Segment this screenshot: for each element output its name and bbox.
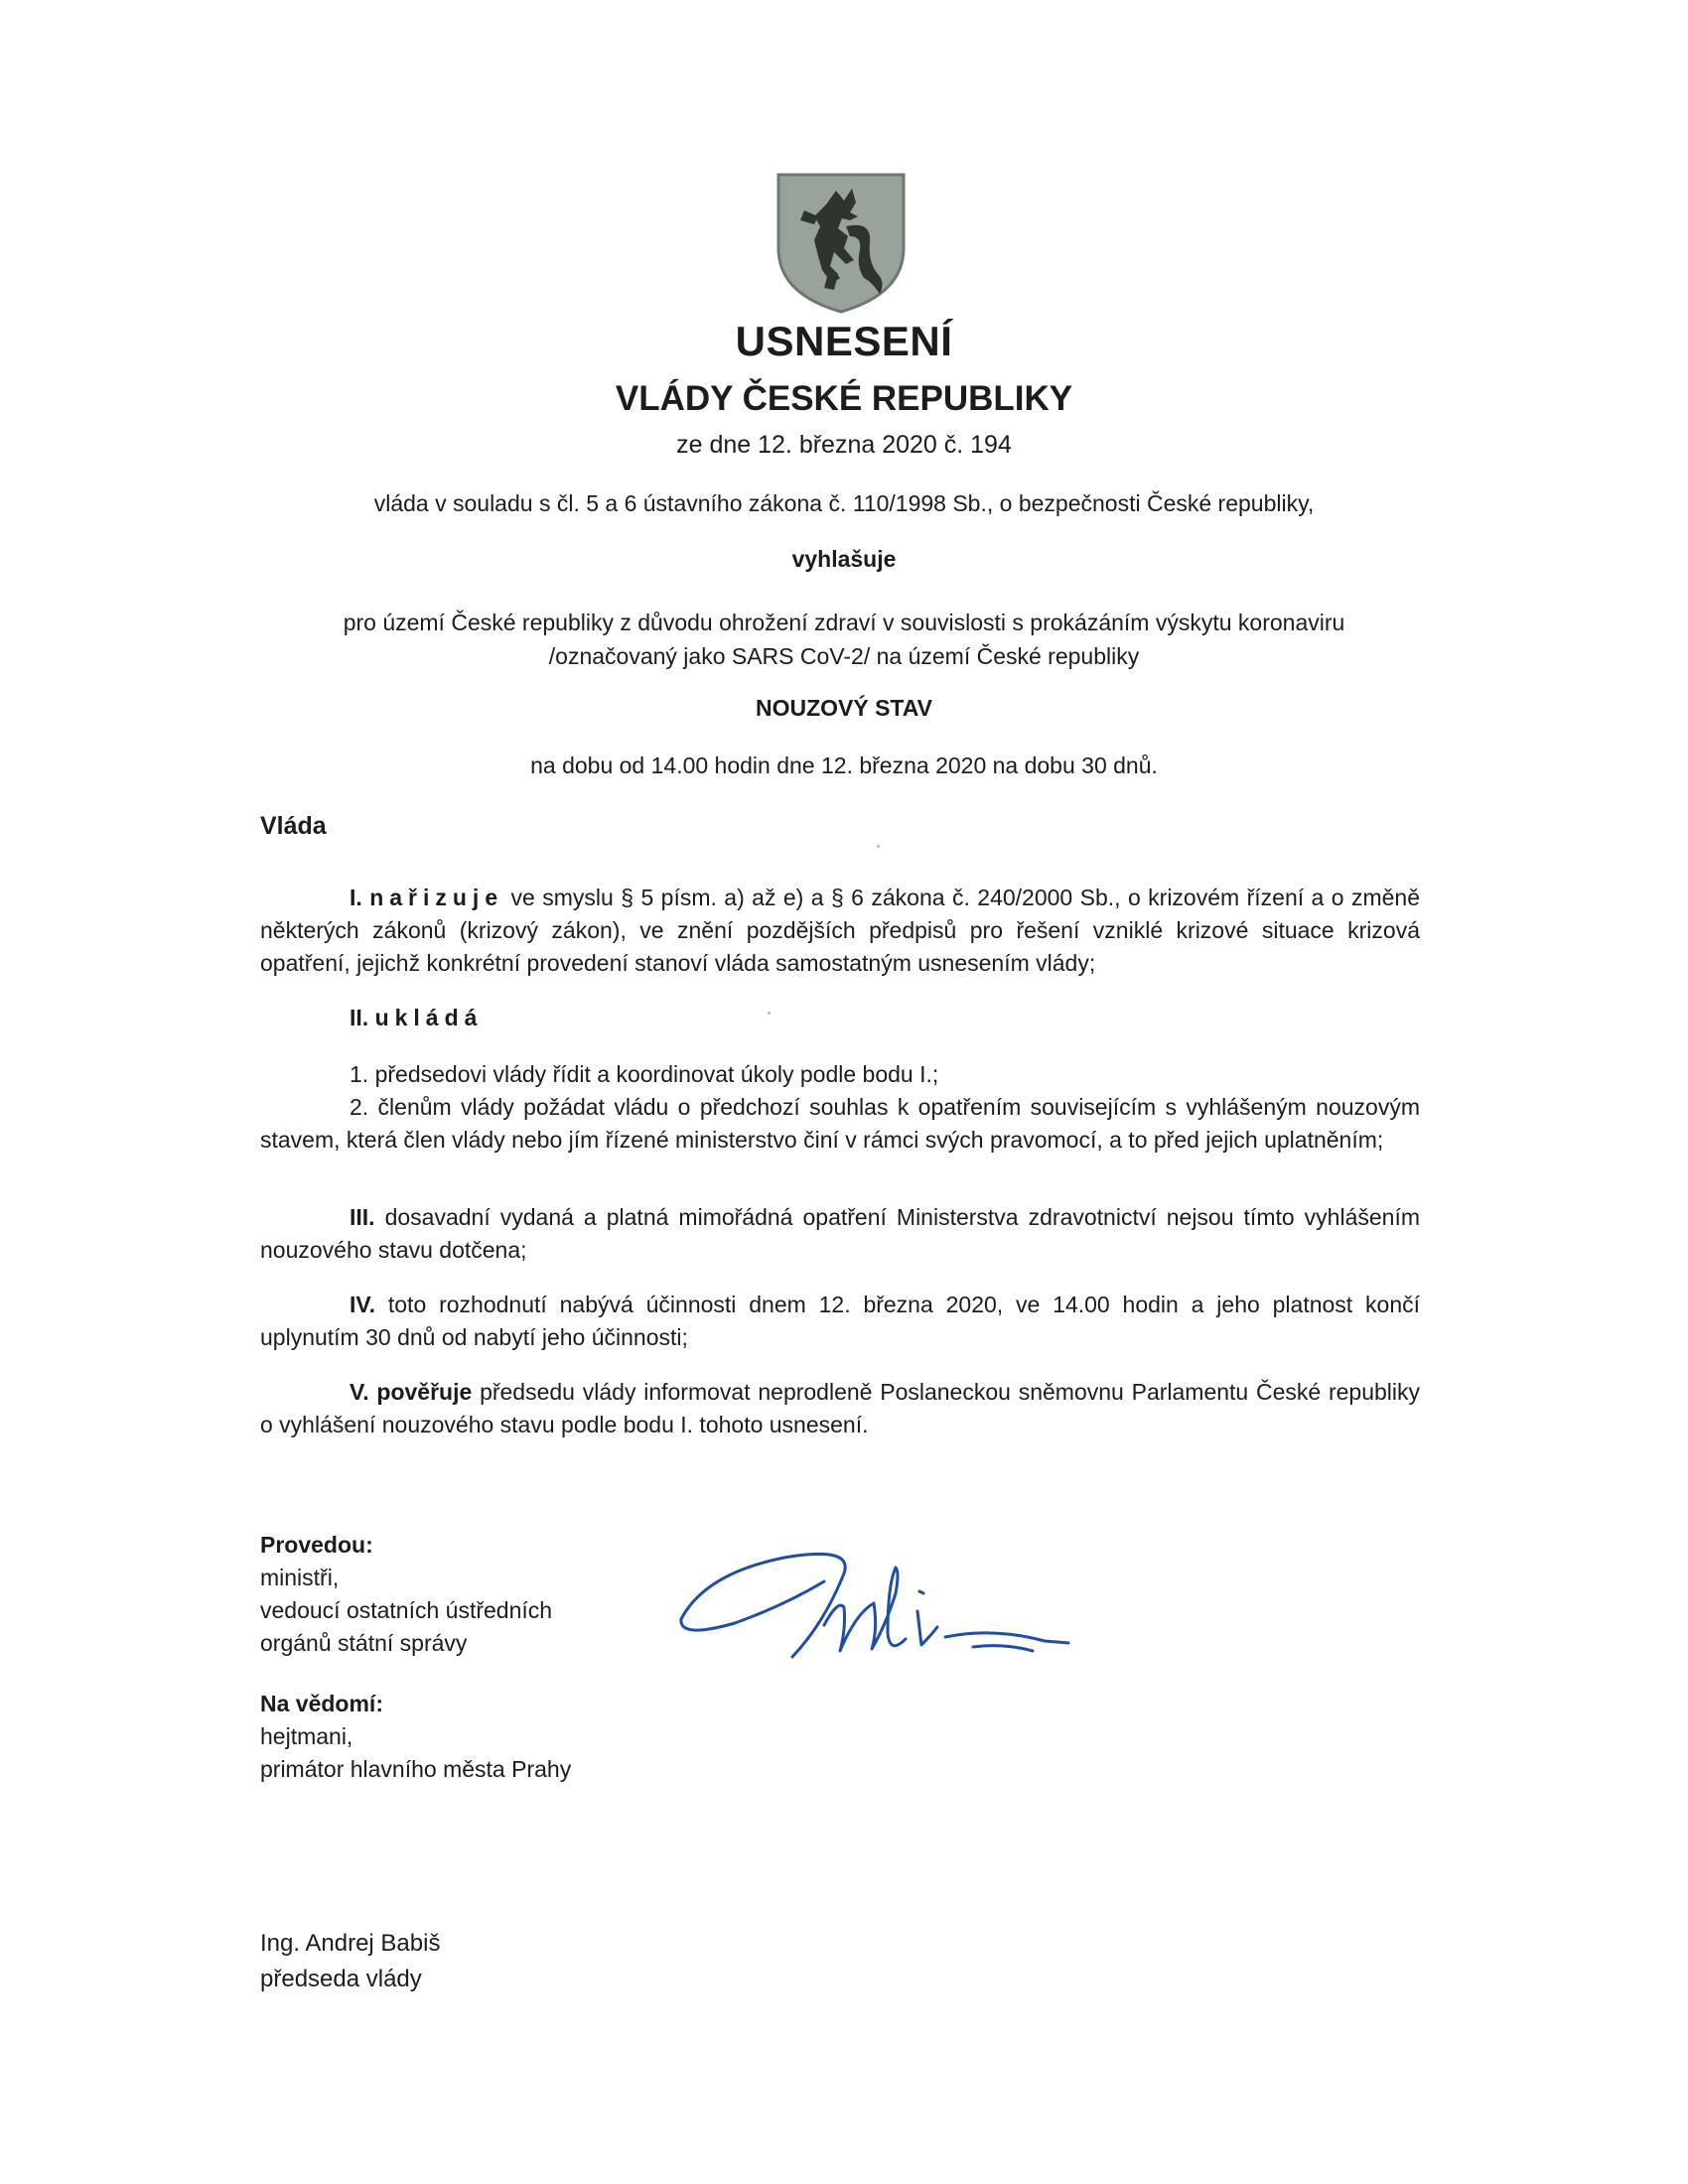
territory-line-1: pro území České republiky z důvodu ohrožení zdraví v souvislosti s prokázáním výskytu koronaviru — [343, 610, 1345, 635]
czech-coat-of-arms-lion-icon — [774, 171, 908, 316]
section-2-verb: ukládá — [374, 1005, 484, 1030]
signatory-block — [260, 1926, 440, 1997]
scan-speck — [877, 845, 880, 848]
handwritten-signature-icon — [675, 1534, 1092, 1703]
document-dateline: ze dne 12. března 2020 č. 194 — [676, 431, 1012, 459]
section-5-text: předsedu vlády informovat neprodleně Poslaneckou sněmovnu Parlamentu České republiky o vyhlášení nouzového stavu podle bodu I. tohoto usnesení. — [260, 1379, 1421, 1437]
na-vedomi-label: Na vědomí: — [260, 1691, 383, 1716]
preamble-text: vláda v souladu s čl. 5 a 6 ústavního zákona č. 110/1998 Sb., o bezpečnosti České republiky, — [373, 490, 1315, 516]
signatory-role: předseda vlády — [260, 1966, 422, 1992]
territory-line-2: /označovaný jako SARS CoV-2/ na území České republiky — [548, 643, 1140, 669]
na-vedomi-line: primátor hlavního města Prahy — [260, 1756, 572, 1782]
section-1 — [260, 882, 1420, 980]
section-2-item-2: 2. členům vlády požádat vládu o předchozí souhlas k opatřením souvisejícím s vyhlášeným nouzovým stavem, která člen vlády nebo jím řízené ministerstvo činí v rámci svých pravomocí, a to před jejich uplatněním; — [260, 1094, 1420, 1153]
document-title: USNESENÍ — [735, 318, 953, 364]
section-4-text: toto rozhodnutí nabývá účinnosti dnem 12. března 2020, ve 14.00 hodin a jeho platnost končí uplynutím 30 dnů od nabytí jeho účinnosti; — [260, 1292, 1421, 1350]
section-4-numeral: IV. — [350, 1292, 376, 1317]
section-3 — [260, 1201, 1420, 1267]
emergency-period-text: na dobu od 14.00 hodin dne 12. března 2020 na dobu 30 dnů. — [530, 752, 1158, 778]
provedou-line: orgánů státní správy — [260, 1630, 468, 1656]
provedou-line: ministři, — [260, 1565, 340, 1590]
na-vedomi-block — [260, 1688, 571, 1786]
document-subtitle: VLÁDY ČESKÉ REPUBLIKY — [615, 379, 1073, 418]
vlada-heading: Vláda — [260, 812, 327, 840]
signatory-name: Ing. Andrej Babiš — [260, 1930, 441, 1957]
provedou-line: vedoucí ostatních ústředních — [260, 1597, 553, 1623]
section-2-item-1: 1. předsedovi vlády řídit a koordinovat úkoly podle bodu I.; — [350, 1061, 939, 1087]
section-2-numeral: II. — [350, 1005, 369, 1030]
section-3-text: dosavadní vydaná a platná mimořádná opatření Ministerstva zdravotnictví nejsou tímto vyhlášením nouzového stavu dotčena; — [260, 1204, 1420, 1263]
section-2-heading — [350, 1005, 483, 1031]
territory-text — [0, 606, 1688, 673]
section-3-numeral: III. — [350, 1204, 375, 1230]
section-1-text: ve smyslu § 5 písm. a) až e) a § 6 zákona č. 240/2000 Sb., o krizovém řízení a o změně některých zákonů (krizový zákon), ve znění pozdějších předpisů pro řešení vzniklé krizové situace krizová opatření, jejichž konkrétní provedení stanoví vláda samostatným usnesením vlády; — [260, 885, 1420, 976]
section-5-numeral: V. — [350, 1379, 369, 1405]
section-1-verb: nařizuje — [369, 885, 504, 910]
declares-verb: vyhlašuje — [791, 546, 897, 572]
scan-speck — [768, 1012, 771, 1015]
provedou-block — [260, 1529, 552, 1660]
emergency-state-heading: NOUZOVÝ STAV — [755, 695, 933, 721]
section-5-verb: pověřuje — [376, 1379, 473, 1405]
provedou-label: Provedou: — [260, 1532, 373, 1558]
na-vedomi-line: hejtmani, — [260, 1723, 353, 1749]
section-5 — [260, 1376, 1420, 1441]
section-1-numeral: I. — [350, 885, 362, 910]
section-4 — [260, 1289, 1420, 1354]
